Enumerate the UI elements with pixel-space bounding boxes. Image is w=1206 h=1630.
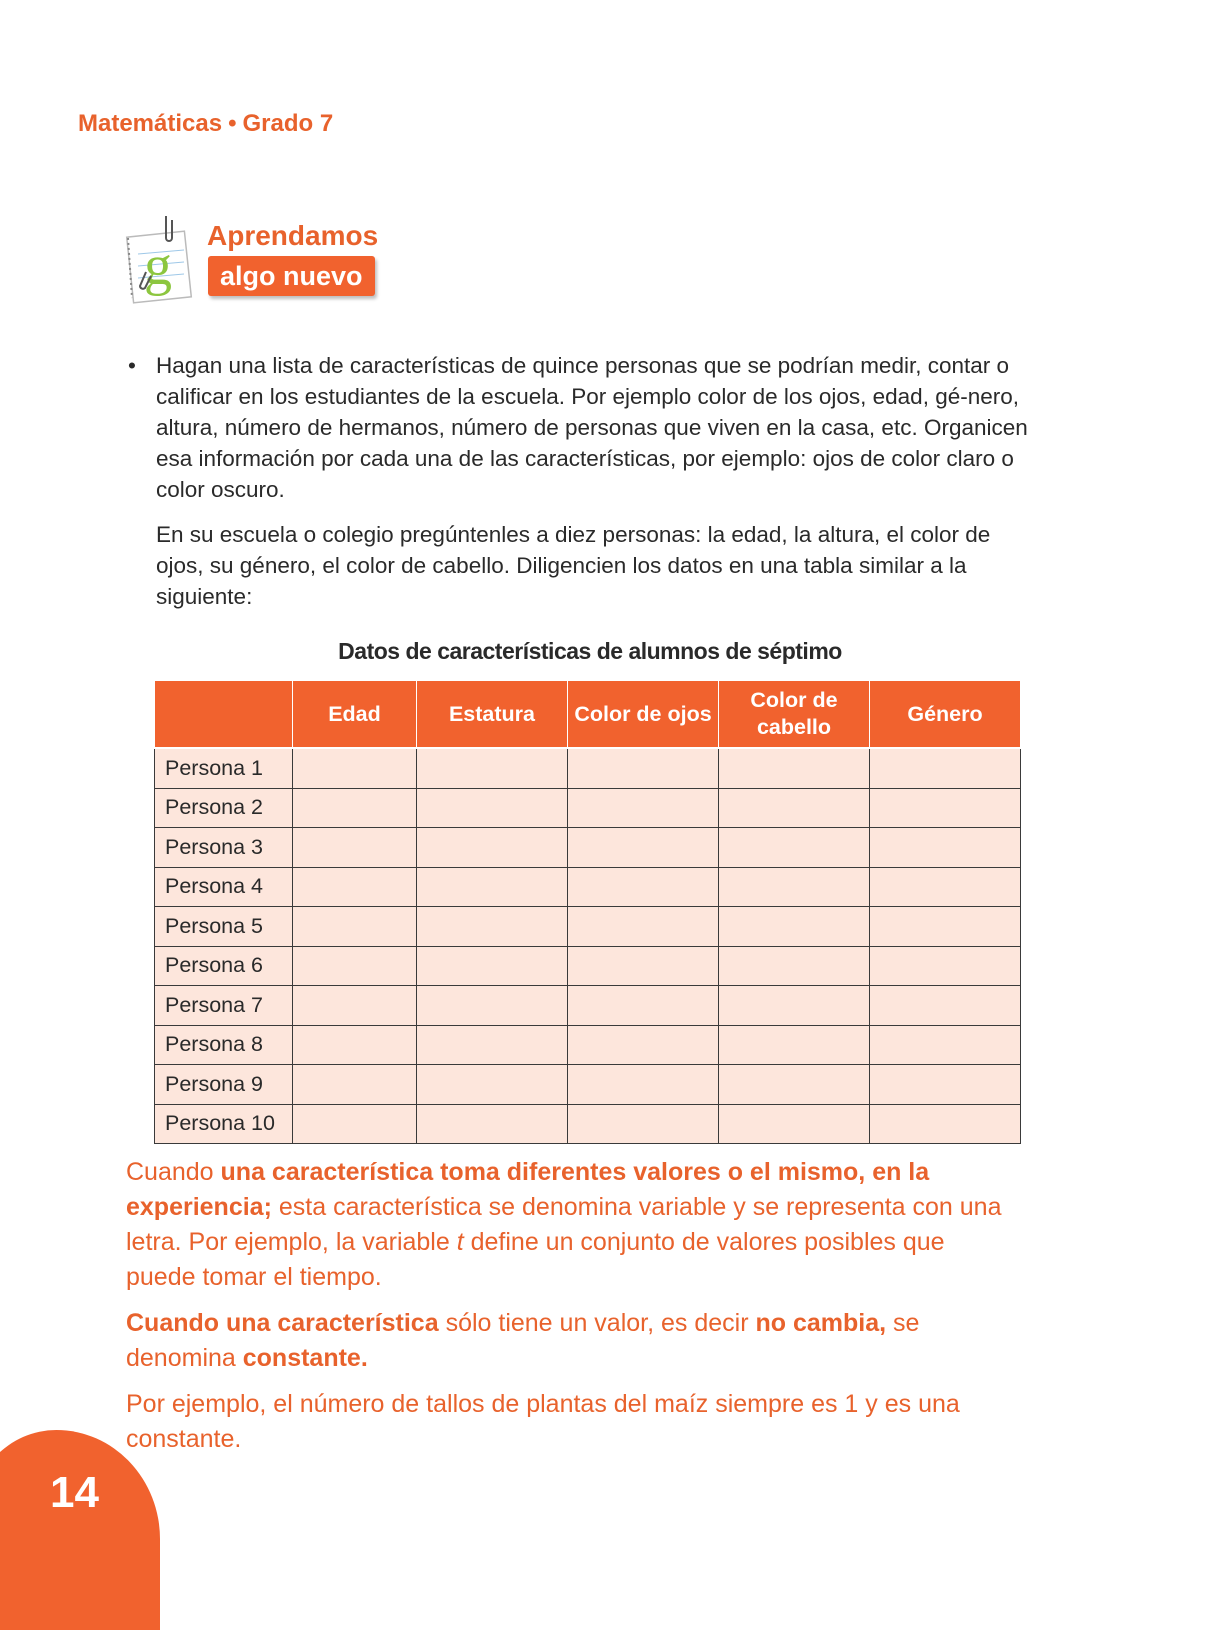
table-row — [155, 1025, 1021, 1065]
header-cell-estatura: Estatura — [417, 681, 568, 749]
table-cell[interactable] — [870, 1065, 1021, 1105]
instruction-item — [128, 350, 1040, 505]
data-table — [154, 680, 1021, 1144]
table-cell[interactable] — [417, 946, 568, 986]
concept-bold: no cambia, — [755, 1309, 887, 1337]
table-cell[interactable] — [568, 748, 719, 788]
concept-bold: Cuando una característica — [126, 1309, 439, 1337]
header-cell-color-ojos: Color de ojos — [568, 681, 719, 749]
concept-text: esta característica se denomina variable y se representa con una letra. Por ejemplo, la variable — [126, 1193, 1002, 1256]
table-row — [155, 748, 1021, 788]
table-cell[interactable] — [293, 748, 417, 788]
table-cell[interactable] — [719, 1065, 870, 1105]
concept-text: sólo tiene un valor, es decir — [438, 1309, 756, 1337]
section-banner — [122, 214, 382, 314]
concept-bold: constante. — [242, 1344, 368, 1372]
running-header — [78, 110, 333, 138]
table-cell[interactable] — [417, 788, 568, 828]
table-cell[interactable] — [568, 867, 719, 907]
concept-example: Por ejemplo, el número de tallos de plantas del maíz siempre es 1 y es una constante. — [126, 1390, 960, 1453]
concept-variable — [126, 1155, 1006, 1295]
row-label: Persona 1 — [155, 748, 293, 788]
table-cell[interactable] — [719, 1104, 870, 1144]
header-cell-genero: Género — [870, 681, 1021, 749]
concept-constant — [126, 1306, 1006, 1376]
table-cell[interactable] — [870, 748, 1021, 788]
concept-bold: una característica toma diferentes valores o el mismo, en la experiencia; — [126, 1158, 930, 1221]
row-label: Persona 10 — [155, 1104, 293, 1144]
table-row — [155, 788, 1021, 828]
table-cell[interactable] — [568, 1065, 719, 1105]
page-number: 14 — [50, 1468, 99, 1517]
instructions — [128, 350, 1040, 612]
table-cell[interactable] — [293, 1025, 417, 1065]
banner-icon-letter: g — [144, 235, 172, 297]
header-separator: • — [228, 110, 237, 137]
table-cell[interactable] — [870, 907, 1021, 947]
table-cell[interactable] — [719, 828, 870, 868]
table-cell[interactable] — [293, 986, 417, 1026]
page-number-blob — [0, 1430, 160, 1630]
table-cell[interactable] — [870, 1025, 1021, 1065]
header-cell-empty — [155, 681, 293, 749]
table-cell[interactable] — [870, 986, 1021, 1026]
row-label: Persona 3 — [155, 828, 293, 868]
table-cell[interactable] — [719, 867, 870, 907]
table-cell[interactable] — [568, 1104, 719, 1144]
table-cell[interactable] — [870, 946, 1021, 986]
concept-text: se denomina — [126, 1309, 920, 1372]
table-cell[interactable] — [293, 867, 417, 907]
table-cell[interactable] — [417, 748, 568, 788]
concept-text: define un conjunto de valores posibles que puede tomar el tiempo. — [126, 1228, 945, 1291]
table-cell[interactable] — [417, 828, 568, 868]
table-row — [155, 907, 1021, 947]
concept-text: Cuando — [126, 1158, 221, 1186]
header-cell-edad: Edad — [293, 681, 417, 749]
row-label: Persona 9 — [155, 1065, 293, 1105]
table-row — [155, 867, 1021, 907]
table-header-row — [155, 681, 1021, 749]
row-label: Persona 7 — [155, 986, 293, 1026]
row-label: Persona 4 — [155, 867, 293, 907]
table-cell[interactable] — [293, 907, 417, 947]
table-cell[interactable] — [870, 867, 1021, 907]
table-cell[interactable] — [293, 946, 417, 986]
table-row — [155, 986, 1021, 1026]
row-label: Persona 5 — [155, 907, 293, 947]
table-cell[interactable] — [568, 828, 719, 868]
table-cell[interactable] — [870, 828, 1021, 868]
instruction-text-1: Hagan una lista de características de quince personas que se podrían medir, contar o calificar en los estudiantes de la escuela. Por ejemplo color de los ojos, edad, gé-nero, altura, número de hermanos, número de personas que viven en la casa, etc. Organicen esa información por cada una de las características, por ejemplo: ojos de color claro o color oscuro. — [156, 353, 1028, 502]
table-cell[interactable] — [719, 946, 870, 986]
table-cell[interactable] — [719, 748, 870, 788]
grade-label: Grado 7 — [242, 110, 334, 137]
table-cell[interactable] — [417, 907, 568, 947]
table-cell[interactable] — [417, 867, 568, 907]
row-label: Persona 2 — [155, 788, 293, 828]
subject-label: Matemáticas — [78, 110, 223, 137]
table-cell[interactable] — [568, 946, 719, 986]
table-cell[interactable] — [417, 986, 568, 1026]
banner-title: Aprendamos — [207, 220, 379, 251]
header-cell-color-cabello: Color de cabello — [719, 681, 870, 749]
table-caption: Datos de características de alumnos de séptimo — [338, 638, 842, 664]
table-cell[interactable] — [719, 986, 870, 1026]
variable-letter: t — [456, 1228, 464, 1256]
banner-subtitle: algo nuevo — [208, 256, 375, 296]
notebook-paperclip-icon — [122, 214, 197, 304]
table-cell[interactable] — [417, 1104, 568, 1144]
table-cell[interactable] — [568, 907, 719, 947]
table-cell[interactable] — [568, 788, 719, 828]
table-cell[interactable] — [870, 788, 1021, 828]
table-row — [155, 1104, 1021, 1144]
table-cell[interactable] — [719, 907, 870, 947]
table-cell[interactable] — [293, 1065, 417, 1105]
table-cell[interactable] — [568, 986, 719, 1026]
table-row — [155, 1065, 1021, 1105]
row-label: Persona 6 — [155, 946, 293, 986]
instruction-text-2: En su escuela o colegio pregúntenles a diez personas: la edad, la altura, el color de ojos, su género, el color de cabello. Diligencien los datos en una tabla similar a la siguiente: — [156, 522, 991, 609]
table-cell[interactable] — [719, 788, 870, 828]
row-label: Persona 8 — [155, 1025, 293, 1065]
table-cell[interactable] — [293, 1104, 417, 1144]
table-cell[interactable] — [293, 788, 417, 828]
table-cell[interactable] — [293, 828, 417, 868]
table-row — [155, 946, 1021, 986]
bullet-mark: • — [128, 353, 136, 378]
table-cell[interactable] — [719, 1025, 870, 1065]
table-cell[interactable] — [417, 1065, 568, 1105]
table-cell[interactable] — [870, 1104, 1021, 1144]
table-row — [155, 828, 1021, 868]
table-cell[interactable] — [568, 1025, 719, 1065]
table-cell[interactable] — [417, 1025, 568, 1065]
